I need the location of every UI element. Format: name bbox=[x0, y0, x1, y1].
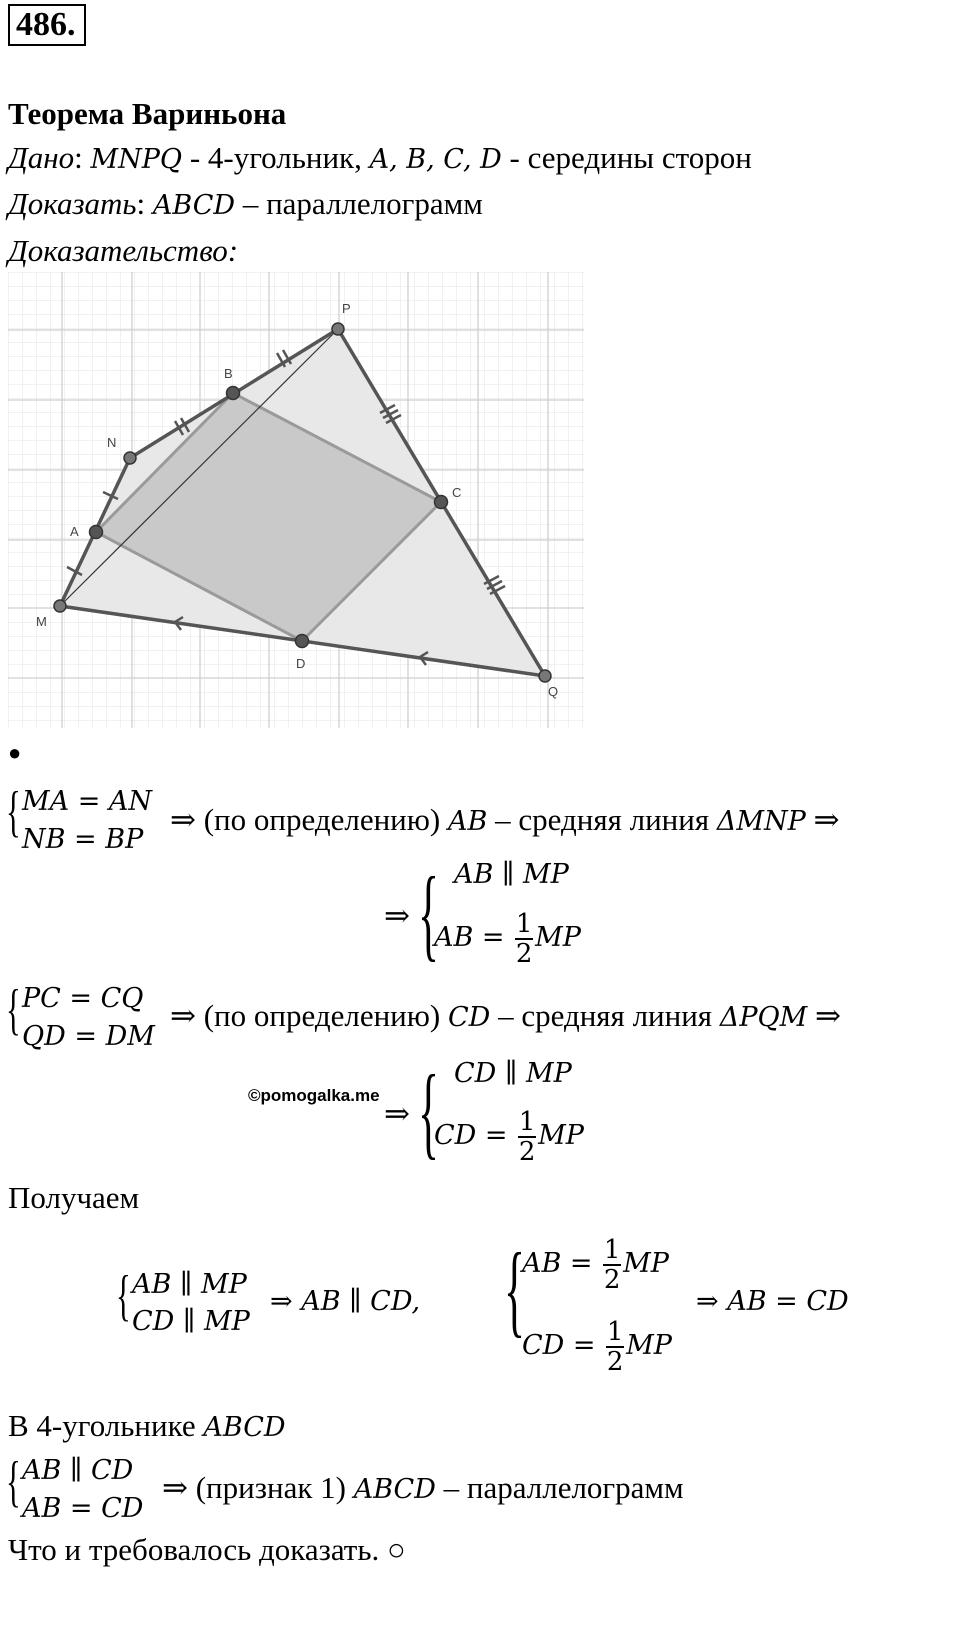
label-d: D bbox=[296, 656, 306, 671]
point-d bbox=[296, 635, 309, 648]
proof-label: Доказательство: bbox=[8, 233, 239, 268]
point-c bbox=[435, 496, 448, 509]
step2-eq2: QD = DM bbox=[22, 1021, 155, 1052]
step1-res2-left: AB = bbox=[434, 922, 514, 953]
step1-arrow: ⇒ bbox=[805, 802, 840, 837]
frac-num: 1 bbox=[515, 908, 533, 939]
step2-arrow: ⇒ bbox=[807, 998, 842, 1033]
given-colon: : bbox=[74, 140, 83, 175]
given-figure: MNPQ bbox=[90, 144, 183, 175]
watermark: ©pomogalka.me bbox=[248, 1086, 380, 1105]
step2-res2-right: MP bbox=[538, 1120, 584, 1151]
point-p bbox=[332, 323, 344, 335]
step2-seg: CD bbox=[448, 1002, 491, 1033]
obtain-text: Получаем bbox=[8, 1180, 140, 1215]
final-eq1: AB ∥ CD bbox=[22, 1455, 134, 1486]
step1-res-arrow: ⇒ bbox=[384, 898, 410, 933]
conclusion2-eq1-left: AB = bbox=[522, 1248, 602, 1279]
final-line bbox=[162, 1470, 684, 1508]
step1-frac bbox=[515, 910, 533, 968]
step2-tri: ΔPQM bbox=[719, 1002, 808, 1033]
step2-text2: – средняя линия bbox=[490, 998, 720, 1033]
brace-step1-result: { bbox=[418, 856, 439, 971]
conclusion1-eq1: AB ∥ MP bbox=[132, 1269, 247, 1300]
in-quad-text: В 4-угольнике bbox=[8, 1408, 204, 1443]
label-q: Q bbox=[548, 684, 559, 699]
label-m: M bbox=[36, 614, 47, 629]
prove-label: Доказать bbox=[8, 186, 137, 221]
step1-res2 bbox=[434, 908, 581, 968]
brace-step1: { bbox=[6, 781, 21, 843]
conclusion2-eq2-left: CD = bbox=[522, 1330, 605, 1361]
prove-colon: : bbox=[136, 186, 146, 221]
given-text2: - середины сторон bbox=[501, 140, 752, 175]
label-p: P bbox=[342, 301, 351, 316]
step2-res2-left: CD = bbox=[434, 1120, 517, 1151]
step1-text: ⇒ (по определению) bbox=[170, 802, 449, 837]
qed-text: Что и требовалось доказать. ○ bbox=[8, 1532, 406, 1567]
step1-tri: ΔMNP bbox=[716, 806, 806, 837]
conclusion2-mp2: MP bbox=[626, 1330, 672, 1361]
problem-number: 486. bbox=[8, 4, 86, 46]
brace-final: { bbox=[6, 1451, 21, 1513]
conclusion1-eq2: CD ∥ MP bbox=[132, 1306, 250, 1337]
prove-figure: ABCD bbox=[152, 190, 236, 221]
conclusion2-eq1 bbox=[522, 1234, 669, 1294]
brace-conclusion2: { bbox=[504, 1232, 525, 1347]
final-text: ⇒ (признак 1) bbox=[162, 1470, 354, 1505]
frac-den: 2 bbox=[606, 1346, 624, 1377]
in-quad-figure: ABCD bbox=[203, 1412, 286, 1443]
frac-num: 1 bbox=[606, 1316, 624, 1347]
brace-step2: { bbox=[6, 979, 21, 1041]
theorem-title: Теорема Вариньона bbox=[8, 96, 287, 131]
step1-res1: AB ∥ MP bbox=[454, 859, 569, 890]
point-m bbox=[54, 600, 66, 612]
prove-line bbox=[8, 186, 483, 224]
point-n bbox=[124, 452, 136, 464]
label-n: N bbox=[107, 435, 117, 450]
point-b bbox=[227, 387, 240, 400]
final-figure: ABCD bbox=[353, 1474, 436, 1505]
point-q bbox=[539, 670, 551, 682]
frac-num: 1 bbox=[603, 1234, 621, 1265]
frac-num: 1 bbox=[518, 1106, 536, 1137]
conclusion2-result: ⇒ AB = CD bbox=[696, 1286, 849, 1317]
step2-text: ⇒ (по определению) bbox=[170, 998, 449, 1033]
step2-frac bbox=[518, 1108, 536, 1166]
given-line bbox=[8, 140, 752, 178]
frac-den: 2 bbox=[603, 1264, 621, 1295]
given-points: A, B, C, D bbox=[369, 144, 502, 175]
frac-den: 2 bbox=[518, 1136, 536, 1167]
step1-line bbox=[170, 802, 840, 840]
step2-res1: CD ∥ MP bbox=[454, 1058, 572, 1089]
prove-text: – параллелограмм bbox=[235, 186, 483, 221]
step2-line bbox=[170, 998, 841, 1036]
step1-eq2: NB = BP bbox=[22, 824, 144, 855]
step1-res2-right: MP bbox=[535, 922, 581, 953]
step2-res2 bbox=[434, 1106, 584, 1166]
step1-seg: AB bbox=[448, 806, 488, 837]
label-a: A bbox=[70, 524, 79, 539]
bullet: ● bbox=[8, 740, 22, 765]
given-label: Дано bbox=[8, 140, 75, 175]
step1-text2: – средняя линия bbox=[487, 802, 717, 837]
in-quad-line bbox=[8, 1408, 286, 1446]
conclusion2-frac2 bbox=[606, 1318, 624, 1376]
final-text2: – параллелограмм bbox=[435, 1470, 684, 1505]
step2-eq1: PC = CQ bbox=[22, 983, 144, 1014]
conclusion1-result: ⇒ AB ∥ CD, bbox=[270, 1286, 421, 1317]
given-text1: - 4-угольник, bbox=[182, 140, 370, 175]
point-a bbox=[90, 526, 103, 539]
conclusion2-eq2 bbox=[522, 1316, 672, 1376]
geometry-figure bbox=[0, 270, 600, 735]
label-c: C bbox=[452, 485, 462, 500]
conclusion2-frac1 bbox=[603, 1236, 621, 1294]
step1-eq1: MA = AN bbox=[22, 786, 153, 817]
step2-res-arrow: ⇒ bbox=[384, 1096, 410, 1131]
brace-step2-result: { bbox=[418, 1054, 439, 1169]
label-b: B bbox=[224, 366, 233, 381]
brace-conclusion1: { bbox=[116, 1265, 131, 1327]
frac-den: 2 bbox=[515, 938, 533, 969]
conclusion2-mp1: MP bbox=[623, 1248, 669, 1279]
final-eq2: AB = CD bbox=[22, 1493, 144, 1524]
